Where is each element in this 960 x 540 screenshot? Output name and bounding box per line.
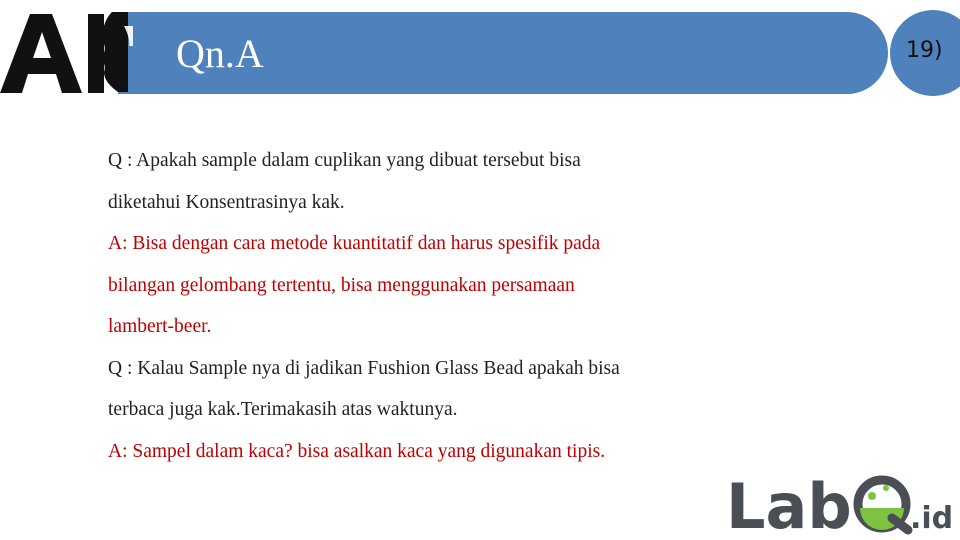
answer-line: A: Bisa dengan cara metode kuantitatif dan harus spesifik pada — [108, 233, 601, 254]
answer-line: lambert-beer. — [108, 316, 212, 337]
answer-line: A: Sampel dalam kaca? bisa asalkan kaca yang digunakan tipis. — [108, 440, 606, 462]
ai-logo — [0, 0, 140, 100]
svg-text:Lab: Lab — [726, 470, 852, 540]
slide-number: 19) — [906, 38, 943, 63]
question-line: Q : Kalau Sample nya di jadikan Fushion Glass Bead apakah bisa — [108, 357, 620, 379]
qa-content — [108, 140, 788, 472]
question-line: diketahui Konsentrasinya kak. — [108, 191, 345, 213]
question-line: Q : Apakah sample dalam cuplikan yang dibuat tersebut bisa — [108, 150, 581, 171]
svg-text:.id: .id — [910, 501, 954, 536]
answer-line: bilangan gelombang tertentu, bisa menggunakan persamaan — [108, 274, 575, 296]
lab-id-logo — [726, 470, 960, 540]
page-title: Qn.A — [176, 31, 264, 76]
question-line: terbaca juga kak.Terimakasih atas waktunya. — [108, 399, 458, 420]
